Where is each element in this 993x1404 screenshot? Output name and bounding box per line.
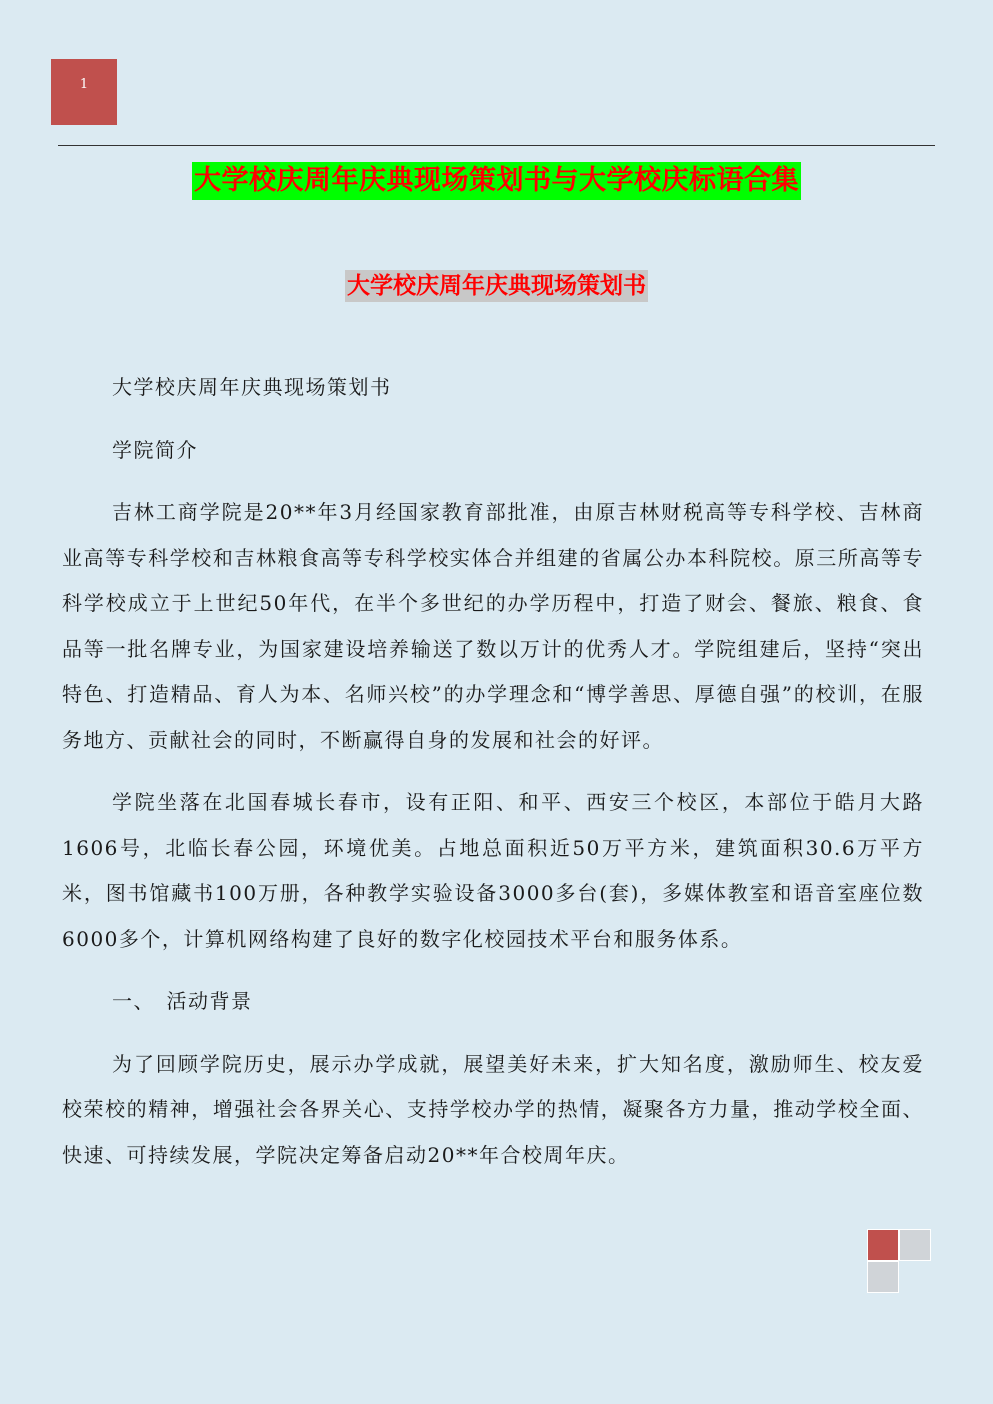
document-body bbox=[62, 365, 924, 1178]
paragraph-heading-intro: 学院简介 bbox=[112, 437, 198, 462]
section-title-container bbox=[0, 270, 993, 302]
document-title: 大学校庆周年庆典现场策划书与大学校庆标语合集 bbox=[192, 162, 801, 200]
document-title-container bbox=[0, 162, 993, 200]
header-divider bbox=[58, 145, 935, 146]
decor-square-gray bbox=[899, 1229, 931, 1261]
paragraph-intro-2: 学院坐落在北国春城长春市，设有正阳、和平、西安三个校区，本部位于皓月大路1606号，北临长春公园，环境优美。占地总面积近50万平方米，建筑面积30.6万平方米，图书馆藏书100万册，各种教学实验设备3000多台(套)，多媒体教室和语音室座位数6000多个，计算机网络构建了良好的数字化校园技术平台和服务体系。 bbox=[62, 790, 924, 951]
paragraph-doc-name: 大学校庆周年庆典现场策划书 bbox=[112, 375, 392, 399]
decor-square-red bbox=[867, 1229, 899, 1261]
page-number: 1 bbox=[79, 77, 89, 92]
decorative-squares bbox=[867, 1229, 933, 1293]
paragraph-background: 为了回顾学院历史，展示办学成就，展望美好未来，扩大知名度，激励师生、校友爱校荣校的精神，增强社会各界关心、支持学校办学的热情，凝聚各方力量，推动学校全面、快速、可持续发展，学院决定筹备启动20**年合校周年庆。 bbox=[62, 1051, 924, 1167]
section-title: 大学校庆周年庆典现场策划书 bbox=[345, 270, 648, 302]
paragraph-intro-1: 吉林工商学院是20**年3月经国家教育部批准，由原吉林财税高等专科学校、吉林商业高等专科学校和吉林粮食高等专科学校实体合并组建的省属公办本科院校。原三所高等专科学校成立于上世纪50年代，在半个多世纪的办学历程中，打造了财会、餐旅、粮食、食品等一批名牌专业，为国家建设培养输送了数以万计的优秀人才。学院组建后，坚持“突出特色、打造精品、育人为本、名师兴校”的办学理念和“博学善思、厚德自强”的校训，在服务地方、贡献社会的同时，不断赢得自身的发展和社会的好评。 bbox=[62, 500, 924, 752]
decor-square-gray bbox=[867, 1261, 899, 1293]
paragraph-heading-background: 一、 活动背景 bbox=[112, 989, 253, 1013]
page-number-badge bbox=[51, 59, 117, 125]
